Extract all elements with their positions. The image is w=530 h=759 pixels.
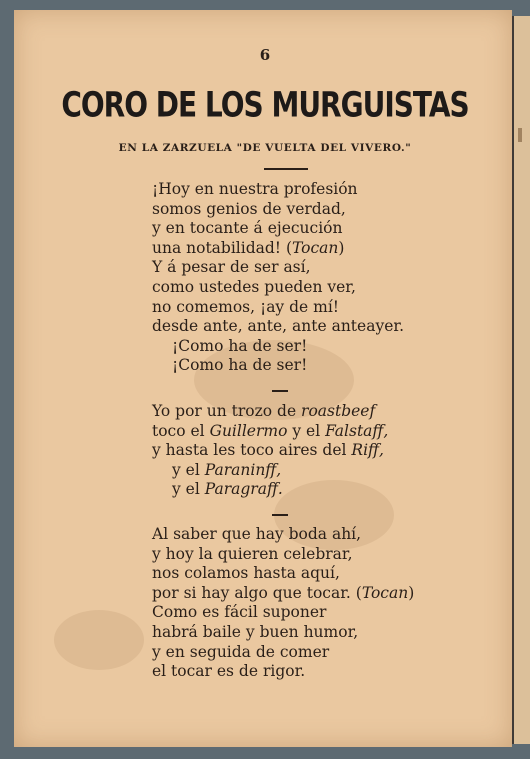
italic-term: Falstaff, (325, 421, 389, 440)
verse-line: como ustedes pueden ver, (152, 277, 356, 296)
page-subtitle: EN LA ZARZUELA "DE VUELTA DEL VIVERO." (118, 142, 412, 154)
verse-line: el tocar es de rigor. (152, 662, 306, 681)
verse-line: Como es fácil suponer (152, 603, 327, 622)
verse-line: una notabilidad! (Tocan) (152, 238, 345, 257)
verse-line: no comemos, ¡ay de mí! (152, 297, 340, 316)
verse-line: desde ante, ante, ante anteayer. (152, 317, 405, 336)
verse-line: Yo por un trozo de roastbeef (152, 402, 376, 420)
verse-2 (152, 402, 388, 500)
verse-line: Al saber que hay boda ahí, (152, 525, 362, 543)
stage-direction: Tocan (361, 583, 409, 602)
italic-term: Riff, (351, 441, 384, 460)
verse-separator (272, 390, 288, 392)
verse-line: y el Paragraff. (172, 480, 283, 499)
title-rule (264, 168, 308, 170)
verse-line: ¡Como ha de ser! (172, 356, 308, 375)
verse-line: habrá baile y buen humor, (152, 622, 359, 641)
verse-line: somos genios de verdad, (152, 199, 346, 218)
verse-line: nos colamos hasta aquí, (152, 564, 340, 583)
page-title: CORO DE LOS MURGUISTAS (61, 84, 469, 126)
verse-line: y el Paraninff, (172, 460, 282, 479)
verse-line: y en seguida de comer (152, 642, 330, 661)
paper-stain (54, 610, 144, 670)
verse-line: toco el Guillermo y el Falstaff, (152, 421, 389, 440)
verse-line: ¡Como ha de ser! (172, 336, 308, 355)
stage-direction: Tocan (292, 238, 339, 257)
verse-1 (152, 180, 404, 376)
verse-line: Y á pesar de ser así, (152, 258, 311, 277)
italic-term: Guillermo (209, 421, 288, 440)
italic-term: Paraninff, (204, 460, 282, 479)
page-number: 6 (259, 46, 271, 64)
verse-line: ¡Hoy en nuestra profesión (152, 180, 358, 198)
verse-line: y hasta les toco aires del Riff, (152, 441, 384, 460)
verse-line: por si hay algo que tocar. (Tocan) (152, 583, 415, 602)
verse-line: y hoy la quieren celebrar, (152, 544, 353, 563)
gutter-mark (518, 128, 522, 142)
italic-term: Paragraff. (204, 480, 283, 499)
italic-term: roastbeef (301, 402, 376, 420)
verse-line: y en tocante á ejecución (152, 219, 343, 238)
verse-separator (272, 514, 288, 516)
verse-3 (152, 525, 414, 682)
